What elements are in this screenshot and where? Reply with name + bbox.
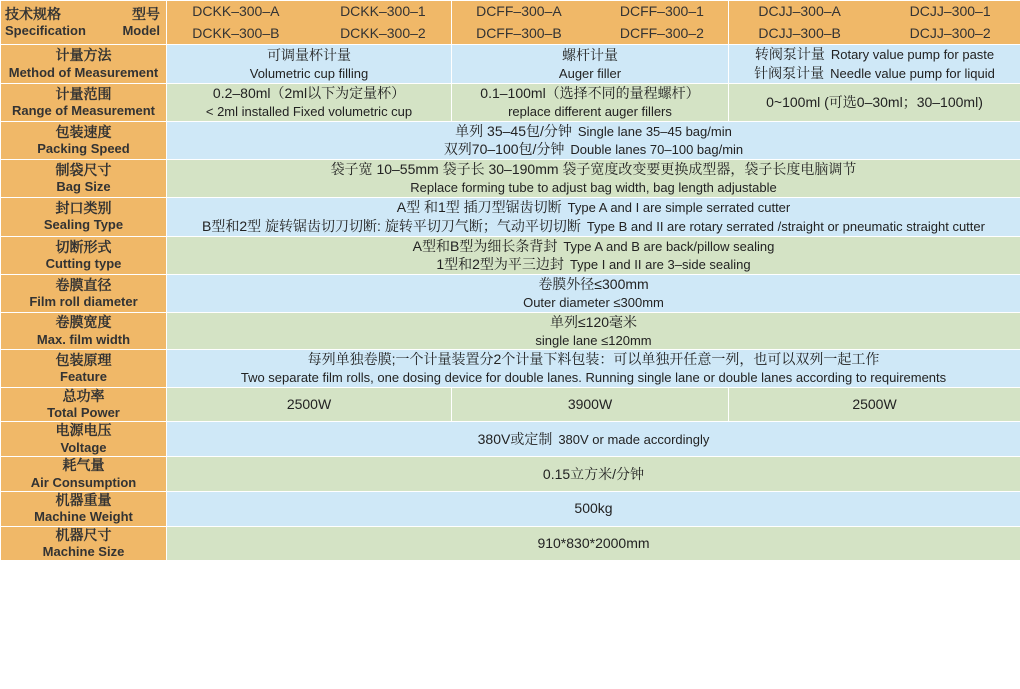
cell-packing-speed: 单列 35–45包/分钟 Single lane 35–45 bag/min 双列70–100包/分钟 Double lanes 70–100 bag/min bbox=[167, 121, 1020, 160]
table-row bbox=[1, 526, 1020, 561]
table-header-row bbox=[1, 1, 1020, 45]
model-3b: DCJJ–300–1 bbox=[909, 3, 991, 19]
header-model-en: Model bbox=[122, 23, 160, 39]
row-label-voltage: 电源电压 Voltage bbox=[1, 422, 167, 457]
row-label-machine-weight: 机器重量 Machine Weight bbox=[1, 491, 167, 526]
header-spec-cn: 技术规格 bbox=[5, 5, 61, 22]
model-3c: DCJJ–300–B bbox=[758, 24, 841, 41]
row-label-en: Method of Measurement bbox=[8, 64, 159, 80]
row-label-machine-size: 机器尺寸 Machine Size bbox=[1, 526, 167, 561]
model-2c: DCFF–300–B bbox=[476, 24, 562, 41]
cell-cutting-type: A型和B型为细长条背封 Type A and B are back/pillow sealing 1型和2型为平三边封 Type I and II are 3–side sealing bbox=[167, 236, 1020, 275]
row-label-film-width: 卷膜宽度 Max. film width bbox=[1, 312, 167, 349]
cell-feature: 每列单独卷膜;一个计量装置分2个计量下料包装：可以单独开任意一列，也可以双列一起工作 Two separate film rolls, one dosing device for double lanes. Running single lane or double lanes according to requirements bbox=[167, 350, 1020, 387]
cell-method-2: 螺杆计量 Auger filler bbox=[452, 45, 729, 84]
row-label-cn: 计量方法 bbox=[55, 47, 112, 64]
table-row bbox=[1, 350, 1020, 387]
row-label-feature: 包装原理 Feature bbox=[1, 350, 167, 387]
model-1a: DCKK–300–A bbox=[192, 3, 280, 19]
row-label-range: 计量范围 Range of Measurement bbox=[1, 84, 167, 121]
cell-range-2: 0.1–100ml（选择不同的量程螺杆） replace different auger fillers bbox=[452, 84, 729, 121]
model-2a: DCFF–300–A bbox=[476, 3, 562, 19]
cell-power-2: 3900W bbox=[452, 387, 729, 422]
model-3d: DCJJ–300–2 bbox=[909, 24, 991, 41]
row-label-film-roll-diameter: 卷膜直径 Film roll diameter bbox=[1, 275, 167, 312]
model-group-1 bbox=[167, 1, 452, 45]
cell-film-roll-diameter: 卷膜外径≤300mm Outer diameter ≤300mm bbox=[167, 275, 1020, 312]
table-row bbox=[1, 121, 1020, 160]
table-row bbox=[1, 160, 1020, 197]
model-2d: DCFF–300–2 bbox=[619, 24, 704, 41]
cell-machine-weight: 500kg bbox=[167, 491, 1020, 526]
header-model-cn: 型号 bbox=[132, 5, 160, 22]
model-2b: DCFF–300–1 bbox=[619, 3, 704, 19]
table-row bbox=[1, 422, 1020, 457]
header-spec-en: Specification bbox=[5, 23, 86, 39]
model-group-3 bbox=[729, 1, 1020, 45]
table-row bbox=[1, 387, 1020, 422]
row-label-bag-size: 制袋尺寸 Bag Size bbox=[1, 160, 167, 197]
cell-power-1: 2500W bbox=[167, 387, 452, 422]
table-row bbox=[1, 312, 1020, 349]
table-row bbox=[1, 45, 1020, 84]
row-label-sealing-type: 封口类别 Sealing Type bbox=[1, 197, 167, 236]
model-1d: DCKK–300–2 bbox=[340, 24, 426, 41]
cell-bag-size: 袋子宽 10–55mm 袋子长 30–190mm 袋子宽度改变要更换成型器，袋子长度电脑调节 Replace forming tube to adjust bag width, bag length adjustable bbox=[167, 160, 1020, 197]
header-spec-label bbox=[1, 1, 167, 45]
model-1c: DCKK–300–B bbox=[192, 24, 280, 41]
table-row bbox=[1, 491, 1020, 526]
row-label-packing-speed: 包装速度 Packing Speed bbox=[1, 121, 167, 160]
row-label-cutting-type: 切断形式 Cutting type bbox=[1, 236, 167, 275]
table-row bbox=[1, 457, 1020, 492]
cell-voltage: 380V或定制 380V or made accordingly bbox=[167, 422, 1020, 457]
cell-power-3: 2500W bbox=[729, 387, 1020, 422]
cell-air-consumption: 0.15立方米/分钟 bbox=[167, 457, 1020, 492]
model-3a: DCJJ–300–A bbox=[758, 3, 841, 19]
cell-film-width: 单列≤120毫米 single lane ≤120mm bbox=[167, 312, 1020, 349]
table-row bbox=[1, 197, 1020, 236]
table-row bbox=[1, 84, 1020, 121]
row-label-total-power: 总功率 Total Power bbox=[1, 387, 167, 422]
model-1b: DCKK–300–1 bbox=[340, 3, 426, 19]
row-label-method bbox=[1, 45, 167, 84]
row-label-air-consumption: 耗气量 Air Consumption bbox=[1, 457, 167, 492]
cell-method-3: 转阀泵计量 Rotary value pump for paste 针阀泵计量 Needle value pump for liquid bbox=[729, 45, 1020, 84]
cell-range-3: 0~100ml (可选0–30ml；30–100ml) bbox=[729, 84, 1020, 121]
cell-machine-size: 910*830*2000mm bbox=[167, 526, 1020, 561]
cell-method-1: 可调量杯计量 Volumetric cup filling bbox=[167, 45, 452, 84]
cell-range-1: 0.2–80ml（2ml以下为定量杯） < 2ml installed Fixed volumetric cup bbox=[167, 84, 452, 121]
table-row bbox=[1, 236, 1020, 275]
table-row bbox=[1, 275, 1020, 312]
cell-sealing-type: A型 和1型 插刀型锯齿切断 Type A and I are simple serrated cutter B型和2型 旋转锯齿切刀切断: 旋转平切刀气断；气动平切切断 Type B and II are rotary serrated /straight or pneumatic straight cutter bbox=[167, 197, 1020, 236]
model-group-2 bbox=[452, 1, 729, 45]
